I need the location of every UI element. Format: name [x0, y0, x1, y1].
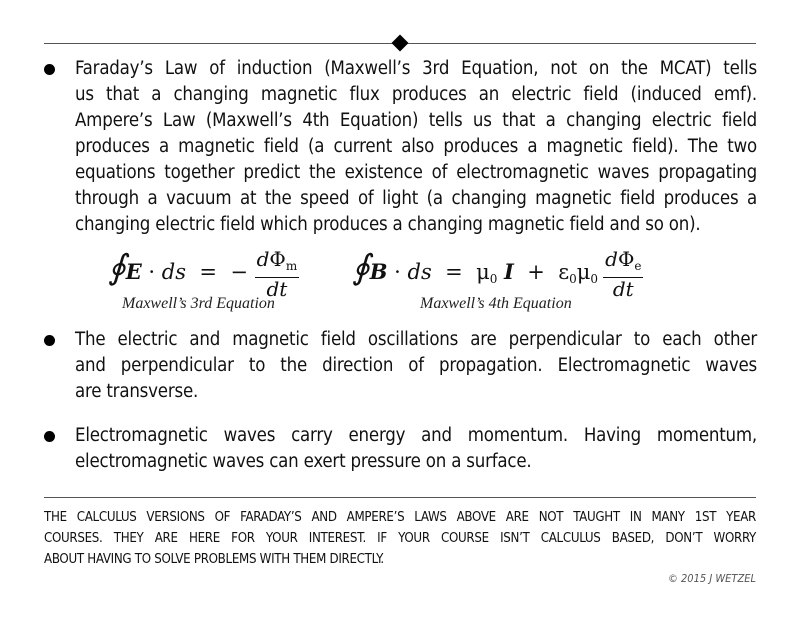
text-line: us that a changing magnetic flux produces an electric field (induced emf). — [75, 84, 757, 105]
minus-sign: − — [230, 259, 255, 284]
text-line: through a vacuum at the speed of light (a changing magnetic field produces a — [75, 188, 757, 209]
text-line: Faraday’s Law of induction (Maxwell’s 3rd Equation, not on the MCAT) tells — [75, 58, 757, 79]
text-line: produces a magnetic field (a current also produces a magnetic field). The two — [75, 136, 757, 157]
bottom-divider — [44, 497, 756, 498]
bullet-dot-icon — [44, 64, 55, 75]
footnote-line: THE CALCULUS VERSIONS OF FARADAY’S AND AMPERE’S LAWS ABOVE ARE NOT TAUGHT IN MANY 1ST YEAR — [44, 510, 756, 525]
text-line: electromagnetic waves can exert pressure on a surface. — [75, 451, 532, 472]
dot-operator: · — [141, 259, 162, 284]
vector-b: B — [369, 258, 388, 284]
caption-maxwell-3rd: Maxwell’s 3rd Equation — [122, 295, 275, 312]
text-line: and perpendicular to the direction of propagation. Electromagnetic waves — [75, 355, 757, 376]
phi-symbol: Φ — [269, 247, 286, 271]
footnote-line: ABOUT HAVING TO SOLVE PROBLEMS WITH THEM DIRECTLY. — [44, 552, 384, 567]
footnote-line: COURSES. THEY ARE HERE FOR YOUR INTEREST. IF YOUR COURSE ISN’T CALCULUS BASED, DON’T WORRY — [44, 531, 756, 546]
mu-symbol: μ — [576, 259, 591, 284]
mu-symbol: μ — [476, 259, 490, 284]
text-line: are transverse. — [75, 381, 199, 402]
plus-sign: + — [520, 259, 552, 284]
equals-sign: = — [192, 259, 224, 284]
bullet-dot-icon — [44, 431, 55, 442]
subscript-e: e — [634, 259, 642, 273]
ds-term: ds — [161, 259, 186, 284]
dot-operator: · — [387, 259, 408, 284]
diamond-icon — [392, 35, 409, 52]
mu-subscript: 0 — [590, 271, 599, 286]
subscript-m: m — [285, 259, 298, 273]
epsilon-symbol: ε — [558, 259, 570, 284]
caption-maxwell-4th: Maxwell’s 4th Equation — [420, 295, 572, 312]
contour-integral-symbol: ∮ — [352, 247, 370, 288]
fraction-dphi-m-dt — [255, 248, 300, 300]
footnote — [44, 507, 756, 570]
bullet-paragraph-faraday-ampere — [75, 56, 757, 238]
text-line: changing electric field which produces a changing magnetic field and so on). — [75, 214, 701, 235]
text-line: equations together predict the existence of electromagnetic waves propagating — [75, 162, 757, 183]
epsilon-subscript: 0 — [569, 271, 577, 286]
d-term: d — [605, 247, 618, 271]
equation-maxwell-3rd — [108, 248, 299, 300]
bullet-paragraph-transverse — [75, 327, 757, 405]
vector-e: E — [125, 258, 142, 284]
fraction-dphi-e-dt — [603, 248, 643, 300]
ds-term: ds — [407, 259, 432, 284]
text-line: The electric and magnetic field oscillations are perpendicular to each other — [75, 329, 757, 350]
equation-maxwell-4th — [352, 248, 643, 300]
d-term: d — [256, 247, 270, 271]
copyright-notice: © 2015 J WETZEL — [667, 572, 756, 585]
dt-term: dt — [266, 277, 288, 301]
phi-symbol: Φ — [617, 247, 635, 271]
text-line: Electromagnetic waves carry energy and momentum. Having momentum, — [75, 425, 757, 446]
mu-subscript: 0 — [489, 271, 498, 286]
dt-term: dt — [612, 277, 634, 301]
contour-integral-symbol: ∮ — [108, 247, 126, 288]
current-i: I — [504, 258, 514, 284]
text-line: Ampere’s Law (Maxwell’s 4th Equation) tells us that a changing electric field — [75, 110, 757, 131]
equals-sign: = — [438, 259, 470, 284]
bullet-dot-icon — [44, 335, 55, 346]
bullet-paragraph-energy-momentum — [75, 423, 757, 475]
